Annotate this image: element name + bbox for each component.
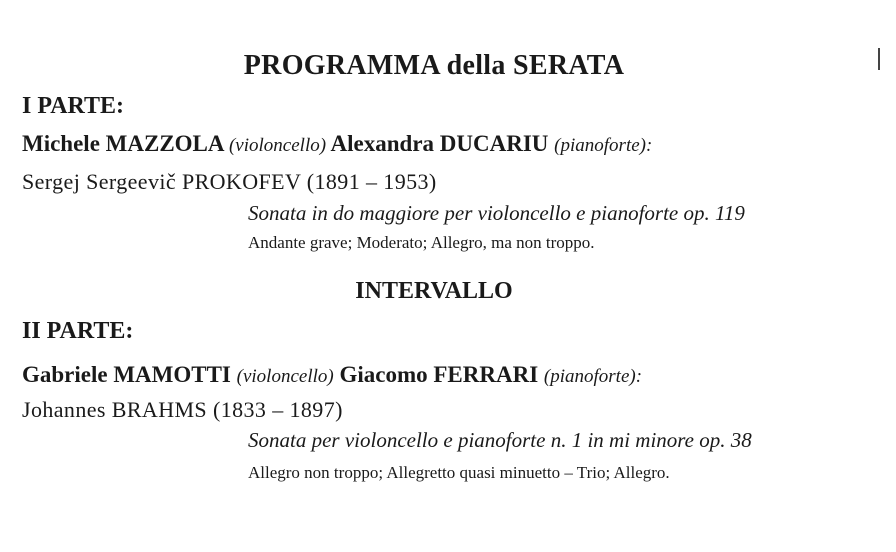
- part-1-movements: Andante grave; Moderato; Allegro, ma non troppo.: [248, 233, 595, 252]
- performer-instrument: (pianoforte):: [554, 135, 653, 156]
- performer-instrument: (violoncello): [236, 366, 334, 387]
- performer-name: Michele MAZZOLA: [22, 131, 224, 156]
- performer-instrument: (pianoforte):: [543, 366, 643, 387]
- part-1-performers: [22, 131, 652, 157]
- performer-name: Alexandra DUCARIU: [330, 131, 549, 156]
- part-2-heading: II PARTE:: [22, 318, 134, 344]
- performer-name: Giacomo FERRARI: [339, 362, 539, 387]
- margin-mark: [878, 48, 880, 70]
- program-title: PROGRAMMA della SERATA: [243, 50, 625, 81]
- part-1-heading: I PARTE:: [22, 93, 125, 119]
- part-2-performers: [22, 362, 642, 388]
- part-2-work: Sonata per violoncello e pianoforte n. 1 in mi minore op. 38: [248, 428, 752, 452]
- performer-name: Gabriele MAMOTTI: [22, 362, 231, 387]
- performer-instrument: (violoncello): [228, 135, 327, 156]
- part-2-movements: Allegro non troppo; Allegretto quasi minuetto – Trio; Allegro.: [248, 463, 670, 482]
- part-1-composer: Sergej Sergeevič PROKOFEV (1891 – 1953): [22, 169, 437, 194]
- interval-heading: INTERVALLO: [355, 278, 513, 304]
- part-1-work: Sonata in do maggiore per violoncello e pianoforte op. 119: [248, 201, 745, 225]
- part-2-composer: Johannes BRAHMS (1833 – 1897): [22, 397, 343, 422]
